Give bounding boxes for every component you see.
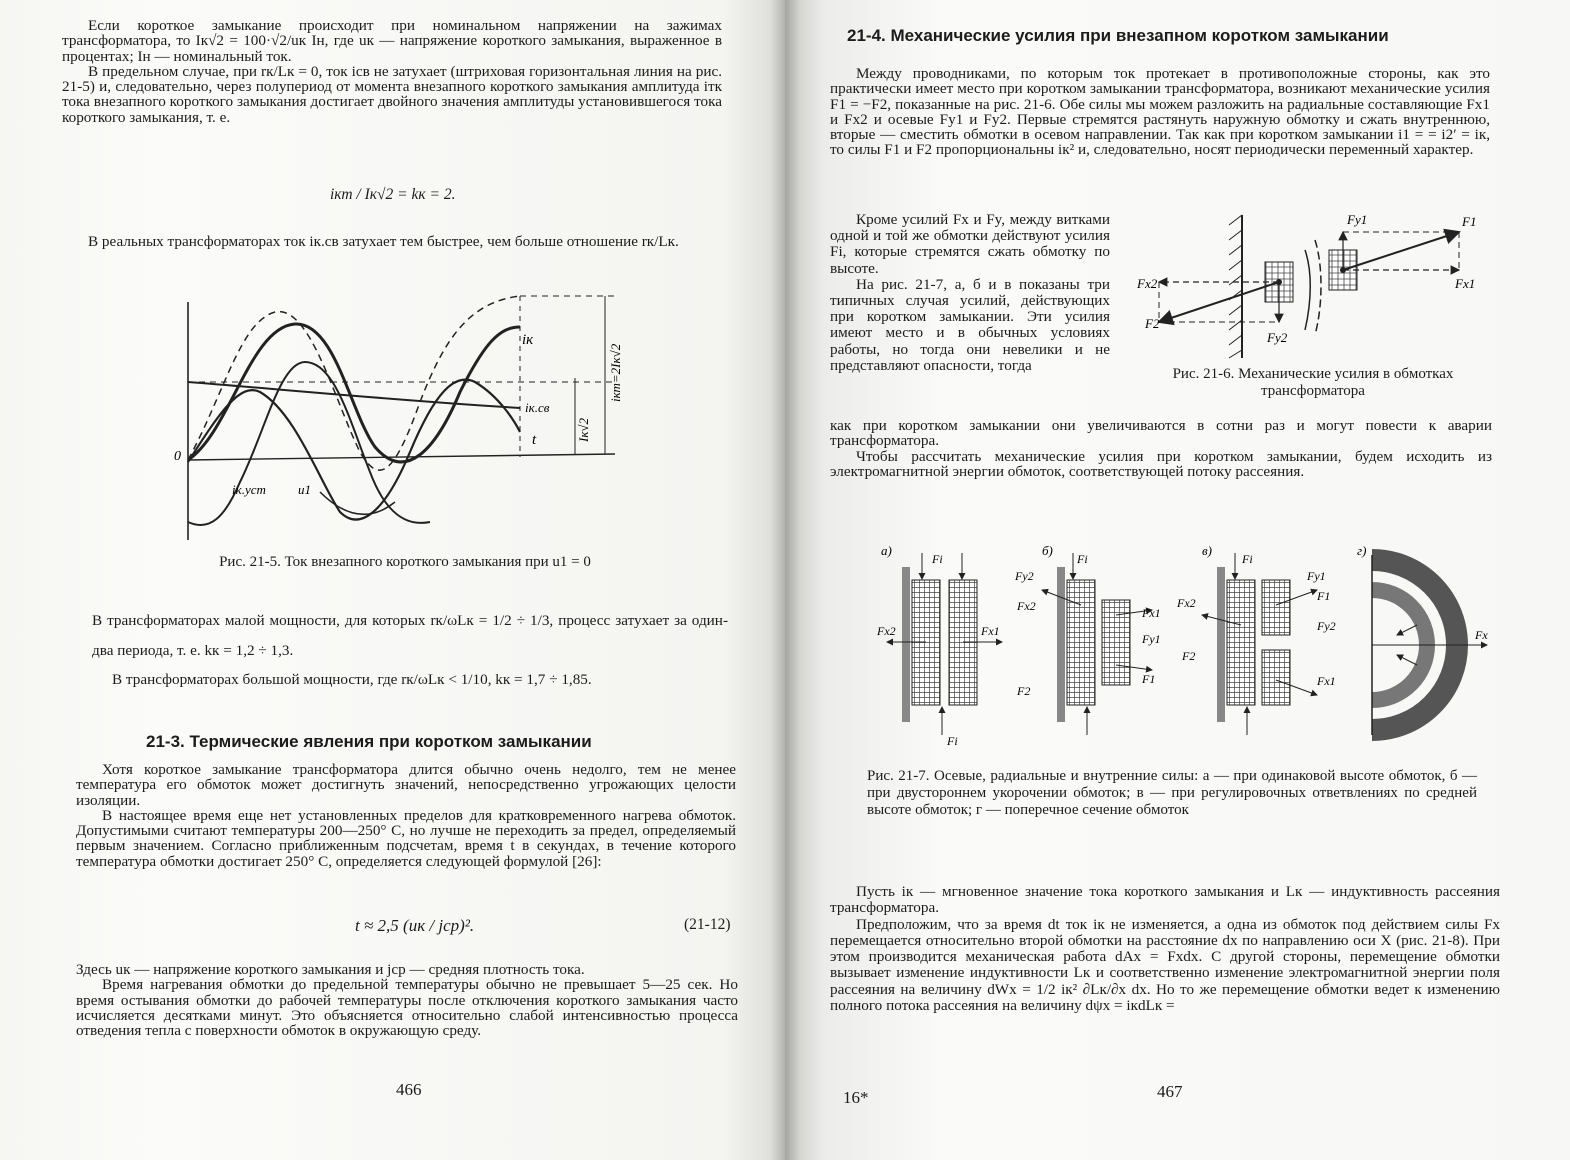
thermal-paragraphs: Хотя короткое замыкание трансформатора длится обычно очень недолго, тем не менее температура его обмоток может достигнуть значений, непосредственно угрожающих целости изоляции. В настоящее время еще нет установленных пределов для кратковременного нагрева обмоток. Допустимыми считают температуры 200—250° С, но лучше не переходить за предел, определяемый первым значением. Согласно приближенным подсчетам, время t в секундах, в течение которого температура обмотки достигает 250° С, определяется следующей формулой [26]: [76,761,736,870]
fig7-a: а) [881,543,892,558]
label-ikust: iк.уст [232,482,266,497]
thermal-closing: Здесь uк — напряжение короткого замыкания и jср — средняя плотность тока. Время нагревания обмотки до предельной температуры обычно не превышает 5—25 сек. Но время остывания обмотки до рабочей температуры после отключения короткого замыкания часто исчисляется десятками минут. Это объясняется относительно слабой интенсивностью процесса отведения тепла с поверхности обмоток в окружающую среду. [76,961,738,1040]
fig7b-fx2: Fx2 [1017,599,1036,613]
intro-paragraph: Если короткое замыкание происходит при номинальном напряжении на зажимах трансформатора, то Iк√2 = 100·√2/uк Iн, где uк — напряжение короткого замыкания, выраженное в процентах; Iн — номинальный ток. В предельном случае, при rк/Lк = 0, ток iсв не затухает (штриховая горизонтальная линия на рис. 21-5) и, следовательно, через полупериод от момента внезапного короткого замыкания амплитуда iтк тока внезапного короткого замыкания достигает двойного значения амплитуды установившегося тока короткого замыкания, т. е. [62,17,722,126]
fig6-f1: F1 [1462,214,1477,229]
fig-21-7-caption: Рис. 21-7. Осевые, радиальные и внутренние силы: а — при одинаковой высоте обмоток, б — при двустороннем укорочении обмоток; в — при регулировочных ответвлениях по средней высоте обмоток; г — поперечное сечение обмоток [867,768,1477,818]
label-ik: iк [522,332,534,348]
fig6-fy2: Fy2 [1267,330,1288,345]
fig7b-fy2: Fy2 [1015,569,1034,583]
fig7v-f1: F1 [1317,589,1331,603]
derivation-paragraphs: Пусть iк — мгновенное значение тока короткого замыкания и Lк — индуктивность рассеяния трансформатора. Предположим, что за время dt ток iк не изменяется, а одна из обмоток под действием силы Fx перемещается относительно второй обмотки на расстояние dx по направлению оси X (рис. 21-8). При этом производится механическая работа dAx = Fxdx. С другой стороны, перемещение обмотки вызывает изменение индуктивности Lк и соответственно изменение электромагнитной энергии поля рассеяния на величину dWx = 1/2 iк² ∂Lк/∂x dx. Но то же перемещение обмотки ведет к изменению полного потока рассеяния на величину dψx = iкdLк = [830,883,1500,1015]
section-heading-21-4: 21-4. Механические усилия при внезапном коротком замыкании [847,26,1389,45]
fig6-fx2: Fx2 [1137,276,1158,291]
fig7b-fi: Fi [1077,552,1088,566]
fig7g-fx: Fx [1475,628,1488,642]
fig7v-fx1: Fx1 [1317,674,1336,688]
label-zero: 0 [174,449,181,464]
fig7b-f2: F2 [1017,684,1031,698]
fig7-v: в) [1202,543,1212,558]
limit-case-paragraph: В предельном случае, при rк/Lк = 0, ток iсв не затухает (штриховая горизонтальная линия на рис. 21-5) и, следовательно, через полупериод от момента внезапного короткого замыкания амплитуда iтк тока внезапного короткого замыкания достигает двойного значения амплитуды установившегося тока короткого замыкания, т. е. [62,62,722,126]
fig-21-5-caption: Рис. 21-5. Ток внезапного короткого замыкания при u1 = 0 [219,554,591,570]
page-number-left: 466 [396,1080,422,1099]
large-power-paragraph: В трансформаторах большой мощности, где rк/ωLк < 1/10, kк = 1,7 ÷ 1,85. [112,671,592,688]
page-number-right: 467 [1157,1082,1183,1101]
label-ikm: iкт=2Iк√2 [608,343,623,402]
figure-21-5 [170,282,640,552]
book-gutter [770,0,800,1160]
fig7-b: б) [1042,543,1053,558]
formula-number: (21-12) [684,916,731,933]
fig7v-fy2: Fy2 [1317,619,1336,633]
fig7v-fi: Fi [1242,552,1253,566]
fig7a-fi-top: Fi [932,552,943,566]
fig7b-fy1: Fy1 [1142,632,1161,646]
fig7v-fx2: Fx2 [1177,596,1196,610]
fig7v-f2: F2 [1182,649,1196,663]
fig6-f2: F2 [1145,316,1160,331]
real-case-paragraph: В реальных трансформаторах ток iк.св затухает тем быстрее, чем больше отношение rк/Lк. [88,233,679,250]
fig6-fy1: Fy1 [1347,212,1368,227]
fig7a-fx1: Fx1 [981,624,1000,638]
formula-kk: iкт / Iк√2 = kк = 2. [330,186,456,203]
figure-21-7 [877,535,1517,750]
label-ikcv: iк.св [525,400,550,415]
label-u1: u1 [298,482,311,497]
fig-21-6-caption: Рис. 21-6. Механические усилия в обмотках трансформатора [1172,366,1454,399]
signature-mark: 16* [843,1088,869,1107]
fig7-g: г) [1357,543,1367,558]
mechanical-continued: как при коротком замыкании они увеличиваются в сотни раз и могут повести к аварии трансформатора. Чтобы рассчитать механические усилия при коротком замыкании, будем исходить из электромагнитной энергии обмоток, соответствующей потоку рассеяния. [830,417,1492,480]
fig7a-fx2: Fx2 [877,624,896,638]
small-power-paragraph: В трансформаторах малой мощности, для которых rк/ωLк = 1/2 ÷ 1/3, процесс затухает за один-два периода, т. е. kк = 1,2 ÷ 1,3. [92,612,728,659]
fig7a-fi-bottom: Fi [947,734,958,748]
right-page [785,0,1570,1160]
fig6-fx1: Fx1 [1455,276,1476,291]
fig7v-fy1: Fy1 [1307,569,1326,583]
fig7b-fx1: Fx1 [1142,606,1161,620]
formula-t: t ≈ 2,5 (uк / jср)². [355,916,475,935]
figure-21-6 [1137,210,1497,370]
mechanical-intro: Между проводниками, по которым ток протекает в противоположные стороны, как это практически имеет место при коротком замыкании трансформатора, возникают механические усилия F1 = −F2, показанные на рис. 21-6. Обе силы мы можем разложить на радиальные составляющие Fx1 и Fx2 и осевые Fy1 и Fy2. Первые стремятся растянуть наружную обмотку и сжать внутреннюю, вторые — сместить обмотки в осевом направлении. Так как при коротком замыкании i1 = = i2′ = iк, то силы F1 и F2 пропорциональны iк² и, следовательно, носят периодически переменный характер. [830,65,1490,159]
label-t: t [532,432,537,448]
label-ik2: Iк√2 [576,417,591,442]
side-text: Кроме усилий Fx и Fy, между витками одной и той же обмотки действуют усилия Fi, которые стремятся сжать обмотку по высоте. На рис. 21-7, а, б и в показаны три типичных случая усилий, действующих при коротком замыкании. Эти усилия имеют место и в обычных условиях работы, но тогда они невелики и не представляют опасности, тогда [830,211,1110,374]
fig7b-f1: F1 [1142,672,1156,686]
section-heading-21-3: 21-3. Термические явления при коротком замыкании [146,732,592,751]
